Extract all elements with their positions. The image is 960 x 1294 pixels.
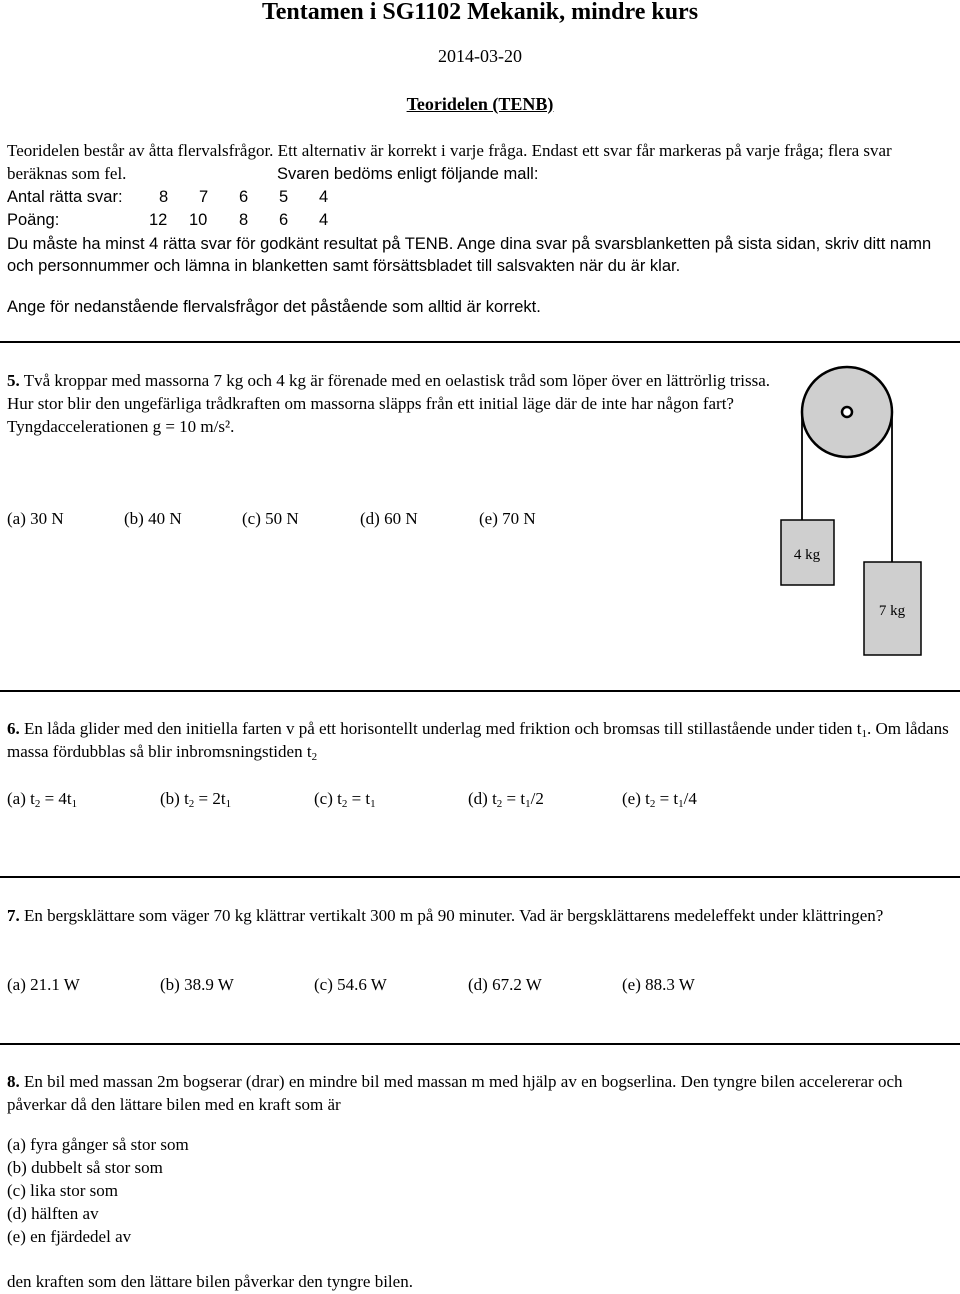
pulley-figure — [770, 365, 940, 665]
divider — [0, 876, 960, 878]
q7-option-c: (c) 54.6 W — [314, 975, 387, 994]
subscript: 2 — [311, 750, 318, 763]
question-8-text — [7, 1071, 952, 1117]
mass-small-label: 4 kg — [793, 547, 821, 563]
q8-option-e: (e) en fjärdedel av — [7, 1227, 132, 1246]
q8-option-b: (b) dubbelt så stor som — [7, 1158, 163, 1177]
grading-correct-value: 7 — [199, 188, 209, 206]
question-6-body-end: . Om lådans massa fördubblas så blir inbromsningstiden t — [7, 719, 949, 761]
instructions-text: Ange dina svar på svarsblanketten på sista sidan, skriv ditt namn och personnummer och lämna in blanketten samt försättsbladet till salsvakten när du är klar. — [7, 235, 932, 276]
q7-option-e: (e) 88.3 W — [622, 975, 695, 994]
grading-label-points: Poäng: — [7, 211, 60, 229]
q6-option-c: (c) $t_2 = t_1$ — [314, 789, 376, 810]
divider — [0, 690, 960, 692]
section-heading — [0, 92, 960, 116]
question-5-text — [7, 370, 777, 439]
pass-rule: Du måste ha minst 4 rätta svar för godkänt resultat på TENB. — [7, 235, 454, 253]
grading-correct-value: 8 — [159, 188, 169, 206]
grading-points-value: 4 — [319, 211, 329, 229]
q6-option-a: (a) $t_2 = 4t_1$ — [7, 789, 78, 810]
q5-option-e: (e) 70 N — [479, 509, 536, 528]
grading-label-correct: Antal rätta svar: — [7, 188, 123, 206]
exam-date: 2014-03-20 — [438, 46, 522, 66]
question-prompt: Ange för nedanstående flervalsfrågor det påstående som alltid är korrekt. — [7, 298, 541, 316]
grading-points-value: 8 — [239, 211, 249, 229]
question-number: 6. — [7, 719, 20, 738]
subscript: 1 — [861, 728, 867, 740]
q5-option-d: (d) 60 N — [360, 509, 418, 528]
question-number: 8. — [7, 1072, 20, 1091]
question-8-tail: den kraften som den lättare bilen påverkar den tyngre bilen. — [7, 1272, 413, 1291]
page-title: Tentamen i SG1102 Mekanik, mindre kurs — [261, 0, 699, 25]
pulley-axle — [842, 407, 852, 417]
question-5-body: Två kroppar med massorna 7 kg och 4 kg är förenade med en oelastisk tråd som löper över en lättrörlig trissa. Hur stor blir den ungefärliga trådkraften om massorna släpps från ett initial läge där de inte har någon fart? Tyngdaccelerationen g = 10 m/s². — [7, 371, 771, 436]
grading-correct-value: 5 — [279, 188, 289, 206]
divider — [0, 341, 960, 343]
section-heading-text: Teoridelen (TENB) — [406, 94, 554, 114]
q6-option-e: (e) $t_2 = t_1/4$ — [622, 789, 697, 810]
question-number: 5. — [7, 371, 20, 390]
question-6-text — [7, 718, 952, 764]
q8-option-c: (c) lika stor som — [7, 1181, 118, 1200]
grading-correct-value: 4 — [319, 188, 329, 206]
question-7-options — [7, 974, 807, 1000]
q6-option-b: (b) $t_2 = 2t_1$ — [160, 789, 232, 810]
question-7-body: En bergsklättare som väger 70 kg klättrar vertikalt 300 m på 90 minuter. Vad är bergsklättarens medeleffekt under klättringen? — [24, 906, 884, 925]
q7-option-b: (b) 38.9 W — [160, 975, 234, 994]
grading-correct-value: 6 — [239, 188, 249, 206]
q5-option-c: (c) 50 N — [242, 509, 299, 528]
q8-option-d: (d) hälften av — [7, 1204, 99, 1223]
instructions-paragraph — [7, 233, 952, 278]
q8-option-a: (a) fyra gånger så stor som — [7, 1135, 189, 1154]
intro-paragraph: Teoridelen består av åtta flervalsfrågor. Ett alternativ är korrekt i varje fråga. Endast ett svar får markeras på varje fråga; flera svar beräknas som fel. — [7, 141, 892, 183]
question-6-options — [7, 788, 807, 814]
mass-large-label: 7 kg — [878, 603, 906, 619]
q7-option-d: (d) 67.2 W — [468, 975, 542, 994]
question-number: 7. — [7, 906, 20, 925]
divider — [0, 1043, 960, 1045]
grading-intro: Svaren bedöms enligt följande mall: — [277, 165, 539, 183]
q7-option-a: (a) 21.1 W — [7, 975, 80, 994]
question-6-body: En låda glider med den initiella farten v på ett horisontellt underlag med friktion och bromsas till stillastående under tiden t — [24, 719, 862, 738]
grading-points-value: 6 — [279, 211, 289, 229]
grading-table — [7, 186, 407, 234]
question-8-body: En bil med massan 2m bogserar (drar) en mindre bil med massan m med hjälp av en bogserlina. Den tyngre bilen accelererar och påverkar då den lättare bilen med en kraft som är — [7, 1072, 903, 1114]
q5-option-a: (a) 30 N — [7, 509, 64, 528]
grading-points-value: 10 — [189, 211, 208, 229]
question-7-text — [7, 905, 952, 928]
grading-points-value: 12 — [149, 211, 168, 229]
q5-option-b: (b) 40 N — [124, 509, 182, 528]
q6-option-d: (d) $t_2 = t_1/2$ — [468, 789, 544, 810]
question-5-options — [7, 508, 707, 534]
